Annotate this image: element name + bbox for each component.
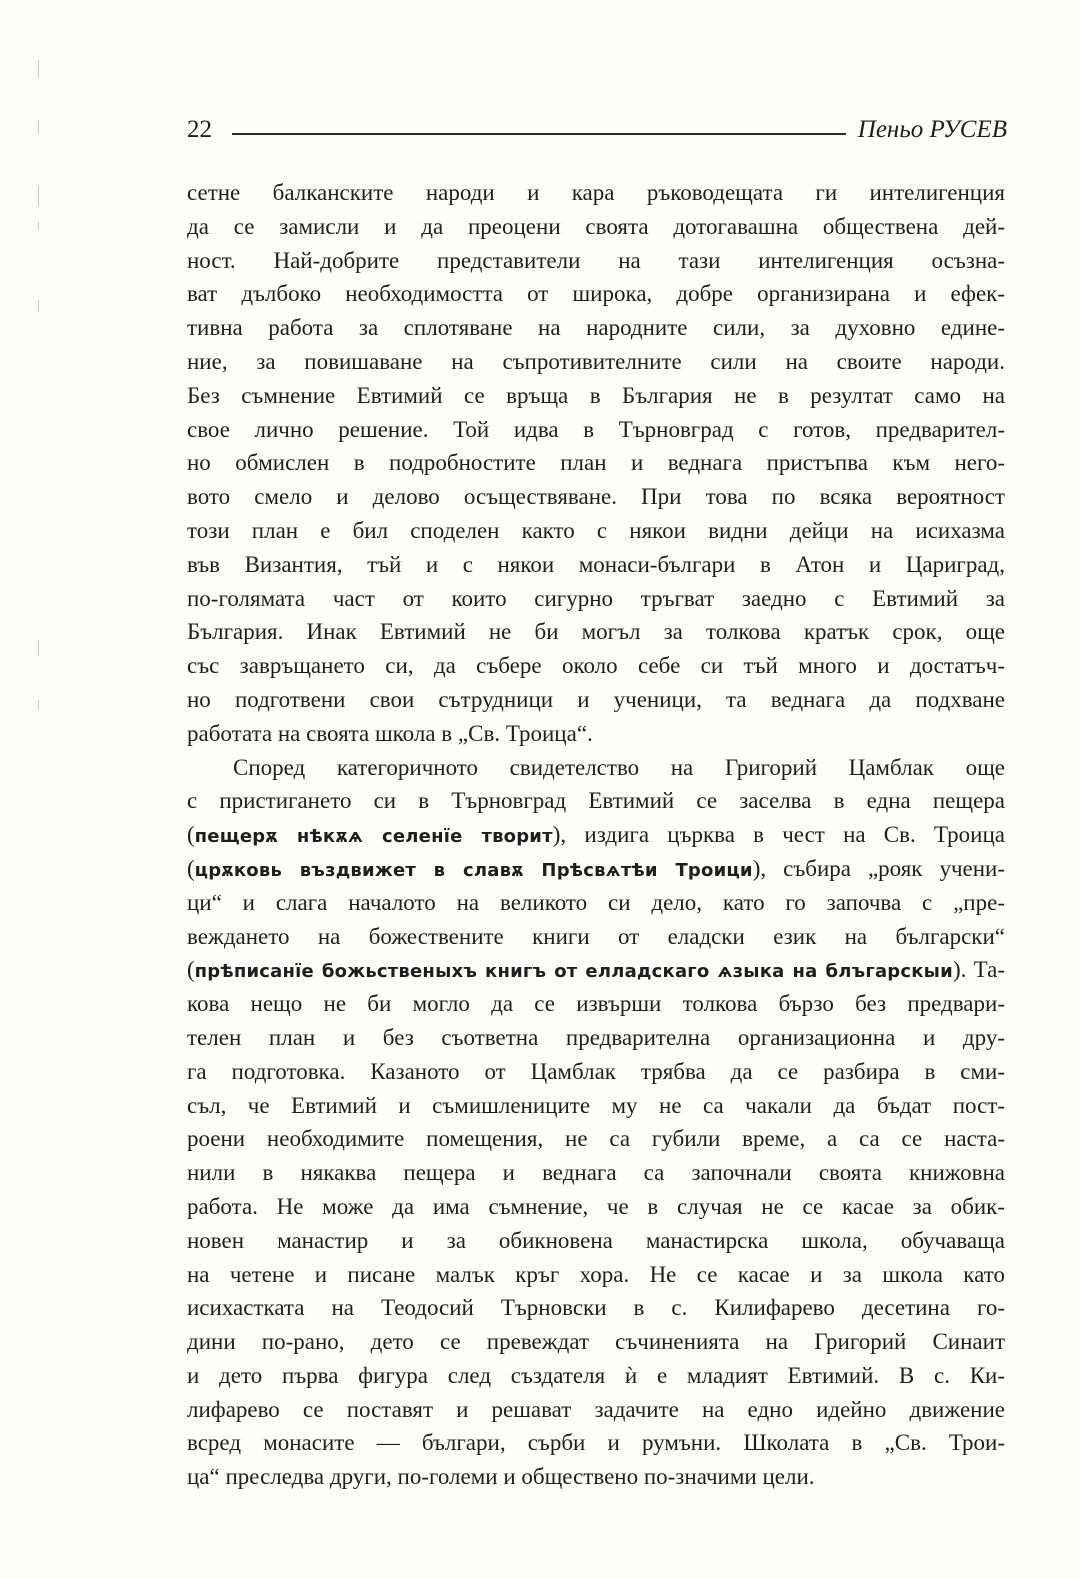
running-header: [187, 112, 1007, 148]
text-line: [187, 379, 1005, 413]
text-segment: (: [187, 822, 195, 848]
text-line: [187, 1190, 1005, 1224]
text-segment: ). Та-: [952, 957, 1005, 983]
text-segment: кова нещо не би могло да се извърши толкова бързо без предвари-: [187, 991, 1005, 1017]
text-line: [187, 1055, 1005, 1089]
text-line: [187, 1426, 1005, 1460]
text-segment: България. Инак Евтимий не би могъл за толкова кратък срок, още: [187, 619, 1005, 645]
old-bulgarian-quote: прѣписанїе божьственыхъ книгъ от елладскаго ѧзыка на блъгарскыи: [194, 961, 953, 983]
running-head-author: Пеньо РУСЕВ: [857, 116, 1007, 143]
text-segment: ност. Най-добрите представители на тази интелигенция осъзна-: [187, 247, 1005, 273]
text-segment: с пристигането си в Търновград Евтимий се заселва в една пещера: [187, 788, 1005, 814]
text-segment: ), събира „рояк учени-: [752, 855, 1005, 881]
scan-edge-marks: [36, 0, 42, 760]
header-rule: [232, 133, 846, 135]
text-segment: всред монасите — българи, сърби и румъни. Школата в „Св. Трои-: [187, 1430, 1005, 1456]
text-line: [187, 345, 1005, 379]
text-line: [187, 514, 1005, 548]
text-line: [187, 210, 1005, 244]
text-segment: работата на своята школа в „Св. Троица“.: [187, 720, 593, 746]
text-segment: га подготовка. Казаното от Цамблак трябва да се разбира в сми-: [187, 1058, 1005, 1084]
text-line: [187, 277, 1005, 311]
text-segment: тивна работа за сплотяване на народните сили, за духовно едине-: [187, 315, 1005, 341]
text-line: [187, 953, 1005, 987]
text-line: [187, 751, 1005, 785]
text-segment: Според категоричното свидетелство на Григорий Цамблак още: [233, 754, 1005, 780]
text-segment: ци“ и слага началото на великото си дело, като го започва с „пре-: [187, 889, 1005, 915]
old-bulgarian-quote: пещерѫ нѣкѫѧ селенїе творит: [194, 826, 553, 848]
text-segment: ват дълбоко необходимостта от широка, добре организирана и ефек-: [187, 281, 1005, 307]
text-line: [187, 649, 1005, 683]
text-segment: (: [187, 957, 195, 983]
text-segment: ), издига църква в чест на Св. Троица: [552, 822, 1005, 848]
text-segment: работа. Не може да има съмнение, че в случая не се касае за обик-: [187, 1193, 1005, 1219]
text-segment: Без съмнение Евтимий се връща в България не в резултат само на: [187, 382, 1005, 408]
text-segment: свое лично решение. Той идва в Търновград с готов, предварител-: [187, 416, 1005, 442]
text-segment: исихастката на Теодосий Търновски в с. Килифарево десетина го-: [187, 1295, 1005, 1321]
text-line: [187, 717, 1005, 751]
text-line: [187, 176, 1005, 210]
text-segment: да се замисли и да преоцени своята дотогавашна обществена дей-: [187, 213, 1005, 239]
text-line: [187, 987, 1005, 1021]
text-segment: ние, за повишаване на съпротивителните сили на своите народи.: [187, 348, 1005, 374]
text-segment: но подготвени свои сътрудници и ученици, та веднага да подхване: [187, 686, 1005, 712]
text-segment: ца“ преследва други, по-големи и обществено по-значими цели.: [187, 1464, 815, 1490]
text-line: [187, 683, 1005, 717]
text-line: [187, 852, 1005, 886]
text-segment: лифарево се поставят и решават задачите на едно идейно движение: [187, 1396, 1005, 1422]
text-segment: но обмислен в подробностите план и веднага пристъпва към него-: [187, 450, 1005, 476]
text-line: [187, 920, 1005, 954]
text-segment: нили в някаква пещера и веднага са започнали своята книжовна: [187, 1160, 1005, 1186]
text-segment: и дето първа фигура след създателя ѝ е младият Евтимий. В с. Ки-: [187, 1362, 1005, 1388]
text-line: [187, 244, 1005, 278]
text-line: [187, 548, 1005, 582]
paragraph: [187, 176, 1005, 751]
body-text: [187, 176, 1005, 1494]
text-segment: новен манастир и за обикновена манастирска школа, обучаваща: [187, 1227, 1005, 1253]
text-line: [187, 1359, 1005, 1393]
text-line: [187, 784, 1005, 818]
text-line: [187, 480, 1005, 514]
text-line: [187, 1393, 1005, 1427]
old-bulgarian-quote: црѫковь въздвижет в славѫ Прѣсвѧтѣи Троици: [194, 859, 753, 881]
text-segment: със завръщането си, да събере около себе си тъй много и достатъч-: [187, 653, 1005, 679]
text-segment: сетне балканските народи и кара ръководещата ги интелигенция: [187, 180, 1005, 205]
text-line: [187, 886, 1005, 920]
text-segment: този план е бил споделен както с някои видни дейци на исихазма: [187, 517, 1005, 543]
text-segment: във Византия, тъй и с някои монаси-българи в Атон и Цариград,: [187, 551, 1005, 577]
text-line: [187, 311, 1005, 345]
text-segment: телен план и без съответна предварителна организационна и дру-: [187, 1024, 1005, 1050]
text-segment: (: [187, 855, 195, 881]
text-line: [187, 1021, 1005, 1055]
text-line: [187, 1224, 1005, 1258]
text-line: [187, 446, 1005, 480]
text-segment: на четене и писане малък кръг хора. Не се касае и за школа като: [187, 1261, 1005, 1287]
text-segment: вото смело и делово осъществяване. При това по всяка вероятност: [187, 484, 1005, 510]
paragraph: [187, 751, 1005, 1495]
text-line: [187, 1291, 1005, 1325]
text-line: [187, 1122, 1005, 1156]
text-line: [187, 1460, 1005, 1494]
text-segment: роени необходимите помещения, не са губили време, а са се наста-: [187, 1126, 1005, 1152]
text-line: [187, 413, 1005, 447]
page-number: 22: [187, 116, 212, 143]
text-segment: веждането на божествените книги от еладски език на български“: [187, 923, 1005, 949]
text-line: [187, 1089, 1005, 1123]
text-line: [187, 582, 1005, 616]
text-segment: по-голямата част от които сигурно тръгват заедно с Евтимий за: [187, 585, 1005, 611]
text-segment: дини по-рано, дето се превеждат съчиненията на Григорий Синаит: [187, 1329, 1005, 1355]
text-segment: съл, че Евтимий и съмишлениците му не са чакали да бъдат пост-: [187, 1092, 1005, 1118]
text-line: [187, 818, 1005, 852]
text-line: [187, 615, 1005, 649]
text-line: [187, 1156, 1005, 1190]
text-line: [187, 1325, 1005, 1359]
text-line: [187, 1258, 1005, 1292]
